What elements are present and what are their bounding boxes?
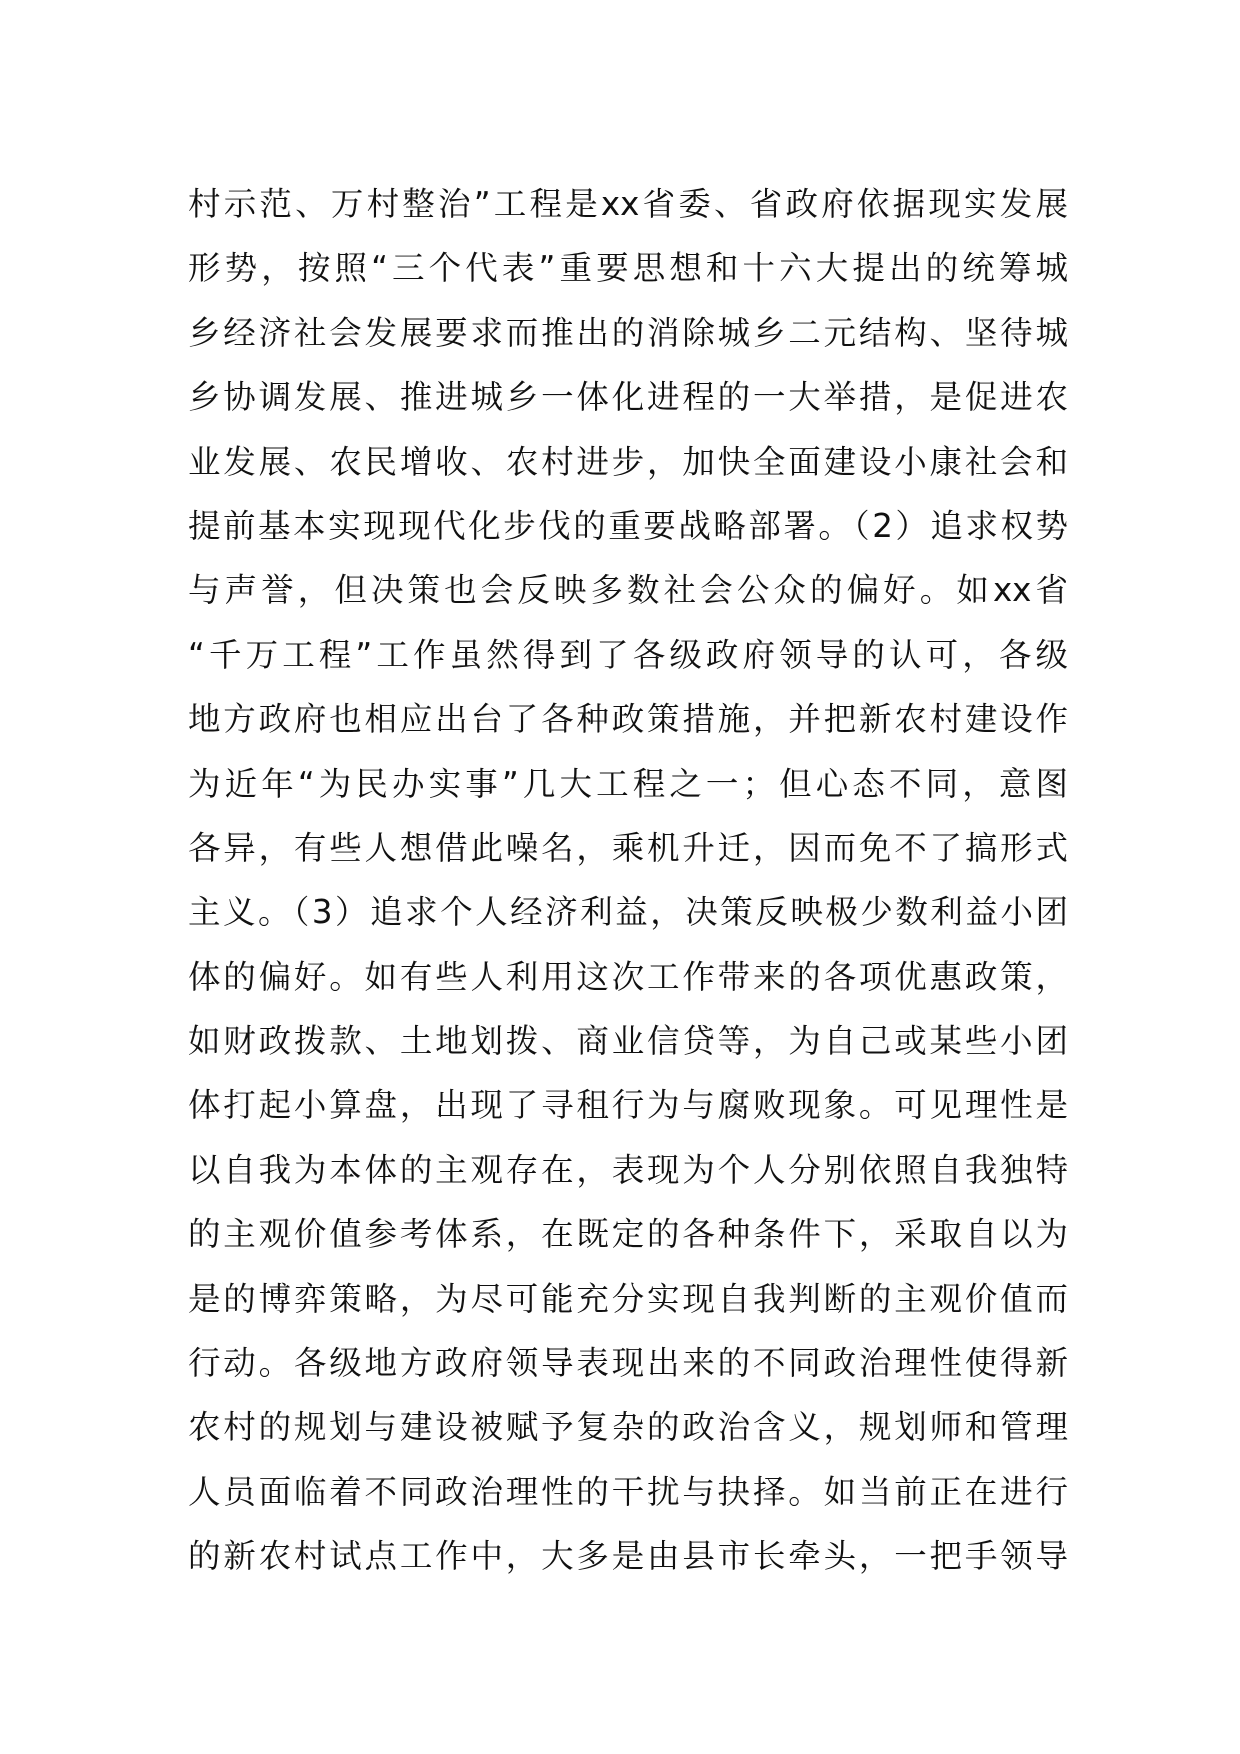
- text-line: 村示范、万村整治”工程是xx省委、省政府依据现实发展: [188, 185, 1068, 223]
- text-line: “千万工程”工作虽然得到了各级政府领导的认可，各级: [188, 635, 1068, 674]
- text-line: 行动。各级地方政府领导表现出来的不同政治理性使得新: [188, 1344, 1068, 1383]
- text-line: 的主观价值参考体系，在既定的各种条件下，采取自以为: [188, 1215, 1068, 1254]
- text-line: 地方政府也相应出台了各种政策措施，并把新农村建设作: [188, 700, 1068, 739]
- text-line: 业发展、农民增收、农村进步，加快全面建设小康社会和: [188, 442, 1068, 481]
- text-line: 的新农村试点工作中，大多是由县市长牵头，一把手领导: [188, 1537, 1068, 1576]
- text-line: 农村的规划与建设被赋予复杂的政治含义，规划师和管理: [188, 1408, 1068, 1447]
- text-line: 与声誉，但决策也会反映多数社会公众的偏好。如xx省: [188, 571, 1068, 610]
- text-line: 是的博弈策略，为尽可能充分实现自我判断的主观价值而: [188, 1279, 1068, 1318]
- text-line: 形势，按照“三个代表”重要思想和十六大提出的统筹城: [188, 249, 1068, 288]
- text-line: 乡协调发展、推进城乡一体化进程的一大举措，是促进农: [188, 378, 1068, 417]
- text-line: 以自我为本体的主观存在，表现为个人分别依照自我独特: [188, 1150, 1068, 1189]
- text-line: 主义。（3）追求个人经济利益，决策反映极少数利益小团: [188, 893, 1068, 932]
- text-line: 如财政拨款、土地划拨、商业信贷等，为自己或某些小团: [188, 1022, 1068, 1061]
- text-line: 为近年“为民办实事”几大工程之一；但心态不同，意图: [188, 764, 1068, 803]
- text-line: 乡经济社会发展要求而推出的消除城乡二元结构、坚待城: [188, 313, 1068, 352]
- text-line: 体打起小算盘，出现了寻租行为与腐败现象。可见理性是: [188, 1086, 1068, 1125]
- text-line: 提前基本实现现代化步伐的重要战略部署。（2）追求权势: [188, 506, 1068, 545]
- body-text: [188, 172, 1068, 1589]
- text-line: 人员面临着不同政治理性的干扰与抉择。如当前正在进行: [188, 1472, 1068, 1511]
- text-line: 各异，有些人想借此噪名，乘机升迁，因而免不了搞形式: [188, 828, 1068, 867]
- text-line: 体的偏好。如有些人利用这次工作带来的各项优惠政策，: [188, 957, 1068, 996]
